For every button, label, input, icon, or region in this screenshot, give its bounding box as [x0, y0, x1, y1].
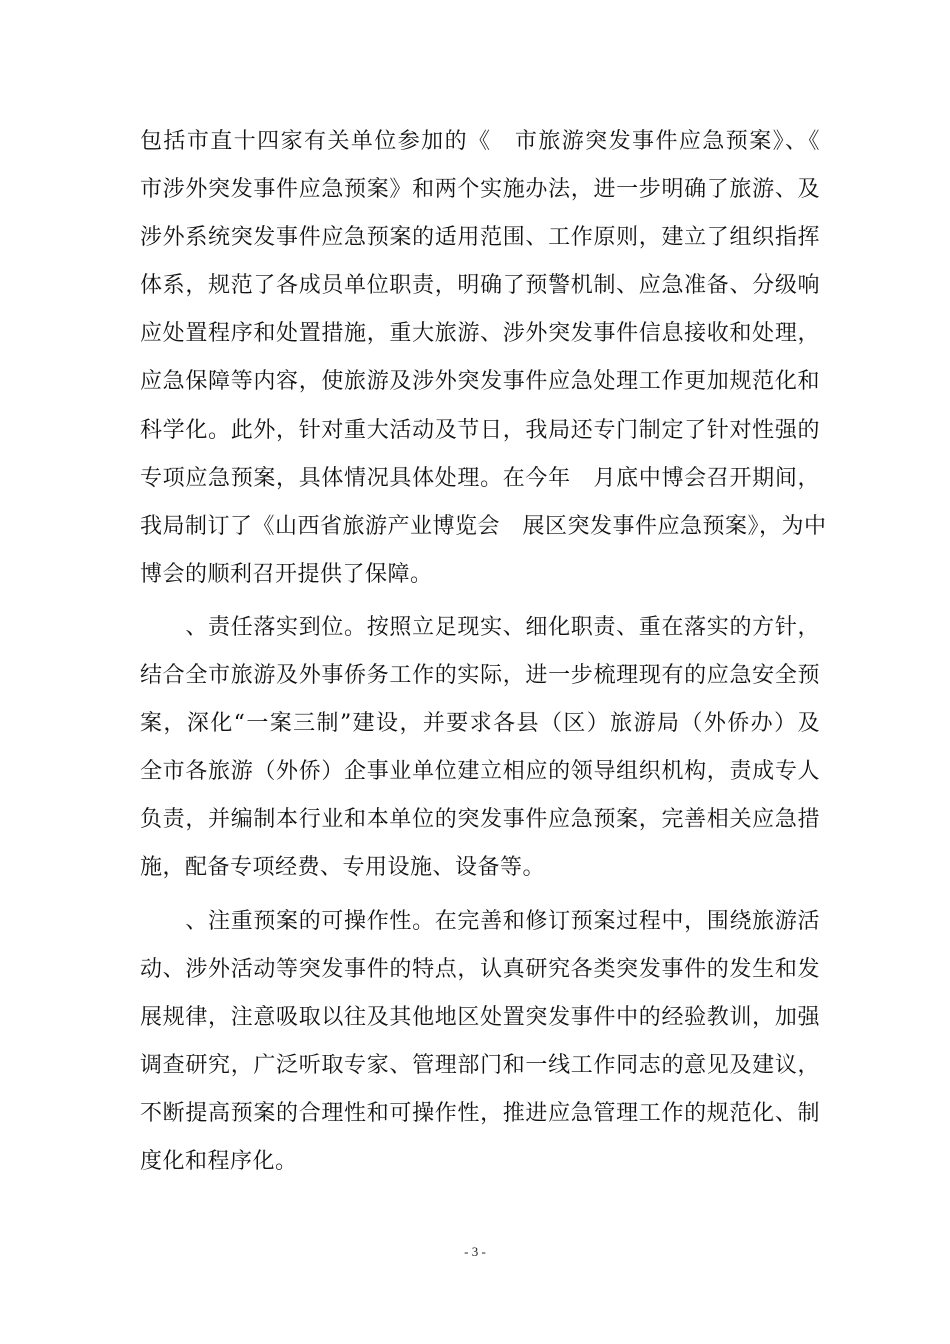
- text-line: 度化和程序化。: [140, 1148, 298, 1174]
- text-line: 施，配备专项经费、专用设施、设备等。: [140, 855, 546, 881]
- paragraph-3: [140, 898, 820, 1187]
- text-line: 案，深化“一案三制”建设，并要求各县（区）旅游局（外侨办）及: [140, 711, 820, 737]
- text-line: 专项应急预案，具体情况具体处理。在今年 月底中博会召开期间，: [140, 465, 820, 491]
- text-line: 科学化。此外，针对重大活动及节日，我局还专门制定了针对性强的: [140, 417, 820, 443]
- text-line: 全市各旅游（外侨）企事业单位建立相应的领导组织机构，责成专人: [140, 759, 820, 785]
- text-line: 我局制订了《山西省旅游产业博览会 展区突发事件应急预案》，为中: [140, 513, 827, 539]
- text-line: 应急保障等内容，使旅游及涉外突发事件应急处理工作更加规范化和: [140, 369, 820, 395]
- text-line: 、注重预案的可操作性。在完善和修订预案过程中，围绕旅游活: [140, 908, 820, 934]
- text-line: 不断提高预案的合理性和可操作性，推进应急管理工作的规范化、制: [140, 1100, 820, 1126]
- text-line: 结合全市旅游及外事侨务工作的实际，进一步梳理现有的应急安全预: [140, 663, 820, 689]
- paragraph-1: [140, 118, 827, 599]
- page-number: - 3 -: [464, 1244, 486, 1259]
- text-line: 市涉外突发事件应急预案》和两个实施办法，进一步明确了旅游、及: [140, 177, 820, 203]
- text-line: 涉外系统突发事件应急预案的适用范围、工作原则，建立了组织指挥: [140, 225, 820, 251]
- text-line: 体系，规范了各成员单位职责，明确了预警机制、应急准备、分级响: [140, 273, 820, 299]
- paragraph-2: [140, 604, 820, 893]
- text-line: 包括市直十四家有关单位参加的《 市旅游突发事件应急预案》、《: [140, 129, 820, 154]
- text-line: 动、涉外活动等突发事件的特点，认真研究各类突发事件的发生和发: [140, 956, 820, 982]
- text-line: 展规律，注意吸取以往及其他地区处置突发事件中的经验教训，加强: [140, 1004, 820, 1030]
- text-line: 负责，并编制本行业和本单位的突发事件应急预案，完善相关应急措: [140, 807, 820, 833]
- text-line: 博会的顺利召开提供了保障。: [140, 561, 433, 587]
- text-line: 、责任落实到位。按照立足现实、细化职责、重在落实的方针，: [140, 614, 820, 640]
- text-line: 应处置程序和处置措施，重大旅游、涉外突发事件信息接收和处理，: [140, 321, 820, 347]
- body-text: [140, 118, 827, 1186]
- text-line: 调查研究，广泛听取专家、管理部门和一线工作同志的意见及建议，: [140, 1052, 820, 1078]
